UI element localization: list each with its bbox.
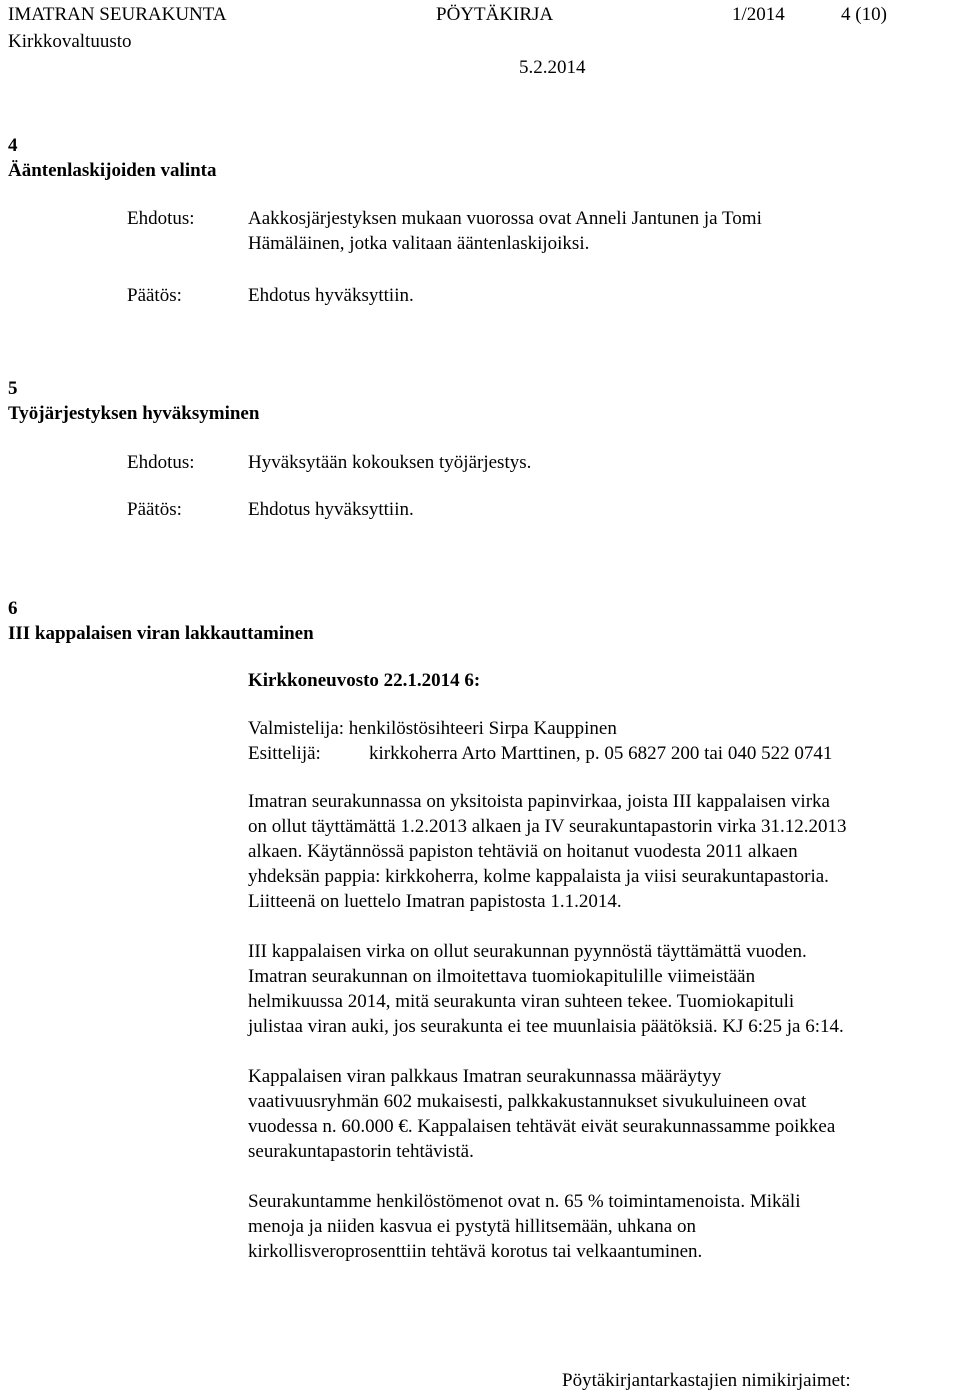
- text-line: menoja ja niiden kasvua ei pystytä hillitsemään, uhkana on: [248, 1216, 696, 1237]
- section4-number: 4: [8, 135, 18, 156]
- section6-esittelija-label: Esittelijä:: [248, 743, 321, 764]
- section4-paatos: Ehdotus hyväksyttiin.: [248, 285, 414, 306]
- text-line: Kappalaisen viran palkkaus Imatran seurakunnassa määräytyy: [248, 1066, 722, 1087]
- header-page: 4 (10): [841, 4, 887, 25]
- text-line: Seurakuntamme henkilöstömenot ovat n. 65 % toimintamenoista. Mikäli: [248, 1191, 801, 1212]
- section6-paragraph-1: [248, 789, 847, 914]
- header-doc-number: 1/2014: [732, 4, 785, 25]
- header-doc-type: PÖYTÄKIRJA: [436, 4, 554, 25]
- header-date: 5.2.2014: [519, 57, 586, 78]
- text-line: julistaa viran auki, jos seurakunta ei tee muunlaisia päätöksiä. KJ 6:25 ja 6:14.: [248, 1016, 844, 1037]
- text-line: Hämäläinen, jotka valitaan ääntenlaskijoiksi.: [248, 233, 590, 254]
- section4-paatos-label: Päätös:: [127, 285, 182, 306]
- text-line: seurakuntapastorin tehtävistä.: [248, 1141, 474, 1162]
- header-body: Kirkkovaltuusto: [8, 31, 132, 52]
- section4-ehdotus-label: Ehdotus:: [127, 208, 195, 229]
- text-line: helmikuussa 2014, mitä seurakunta viran suhteen tekee. Tuomiokapituli: [248, 991, 795, 1012]
- section6-kirkkoneuvosto: Kirkkoneuvosto 22.1.2014 6:: [248, 670, 481, 691]
- section5-ehdotus-label: Ehdotus:: [127, 452, 195, 473]
- section6-valmistelija: Valmistelija: henkilöstösihteeri Sirpa Kauppinen: [248, 718, 617, 739]
- section6-paragraph-2: [248, 939, 844, 1039]
- text-line: Imatran seurakunnan on ilmoitettava tuomiokapitulille viimeistään: [248, 966, 756, 987]
- section4-ehdotus: [248, 206, 762, 256]
- section4-title: Ääntenlaskijoiden valinta: [8, 160, 217, 181]
- text-line: vaativuusryhmän 602 mukaisesti, palkkakustannukset sivukuluineen ovat: [248, 1091, 807, 1112]
- section5-ehdotus: Hyväksytään kokouksen työjärjestys.: [248, 452, 532, 473]
- section5-number: 5: [8, 378, 18, 399]
- header-org: IMATRAN SEURAKUNTA: [8, 4, 227, 25]
- section6-paragraph-3: [248, 1064, 835, 1164]
- text-line: alkaen. Käytännössä papiston tehtäviä on hoitanut vuodesta 2011 alkaen: [248, 841, 798, 862]
- section6-paragraph-4: [248, 1189, 801, 1264]
- text-line: yhdeksän pappia: kirkkoherra, kolme kappalaista ja viisi seurakuntapastoria.: [248, 866, 829, 887]
- section5-title: Työjärjestyksen hyväksyminen: [8, 403, 260, 424]
- text-line: vuodessa n. 60.000 €. Kappalaisen tehtävät eivät seurakunnassamme poikkea: [248, 1116, 836, 1137]
- text-line: Liitteenä on luettelo Imatran papistosta 1.1.2014.: [248, 891, 622, 912]
- text-line: Aakkosjärjestyksen mukaan vuorossa ovat Anneli Jantunen ja Tomi: [248, 208, 762, 229]
- section6-esittelija: kirkkoherra Arto Marttinen, p. 05 6827 200 tai 040 522 0741: [369, 743, 833, 764]
- section6-title: III kappalaisen viran lakkauttaminen: [8, 623, 314, 644]
- text-line: Imatran seurakunnassa on yksitoista papinvirkaa, joista III kappalaisen virka: [248, 791, 830, 812]
- footer-signatures: Pöytäkirjantarkastajien nimikirjaimet:: [562, 1370, 851, 1391]
- text-line: kirkollisveroprosenttiin tehtävä korotus tai velkaantuminen.: [248, 1241, 703, 1262]
- section6-number: 6: [8, 598, 18, 619]
- section5-paatos-label: Päätös:: [127, 499, 182, 520]
- text-line: III kappalaisen virka on ollut seurakunnan pyynnöstä täyttämättä vuoden.: [248, 941, 807, 962]
- text-line: on ollut täyttämättä 1.2.2013 alkaen ja IV seurakuntapastorin virka 31.12.2013: [248, 816, 847, 837]
- section5-paatos: Ehdotus hyväksyttiin.: [248, 499, 414, 520]
